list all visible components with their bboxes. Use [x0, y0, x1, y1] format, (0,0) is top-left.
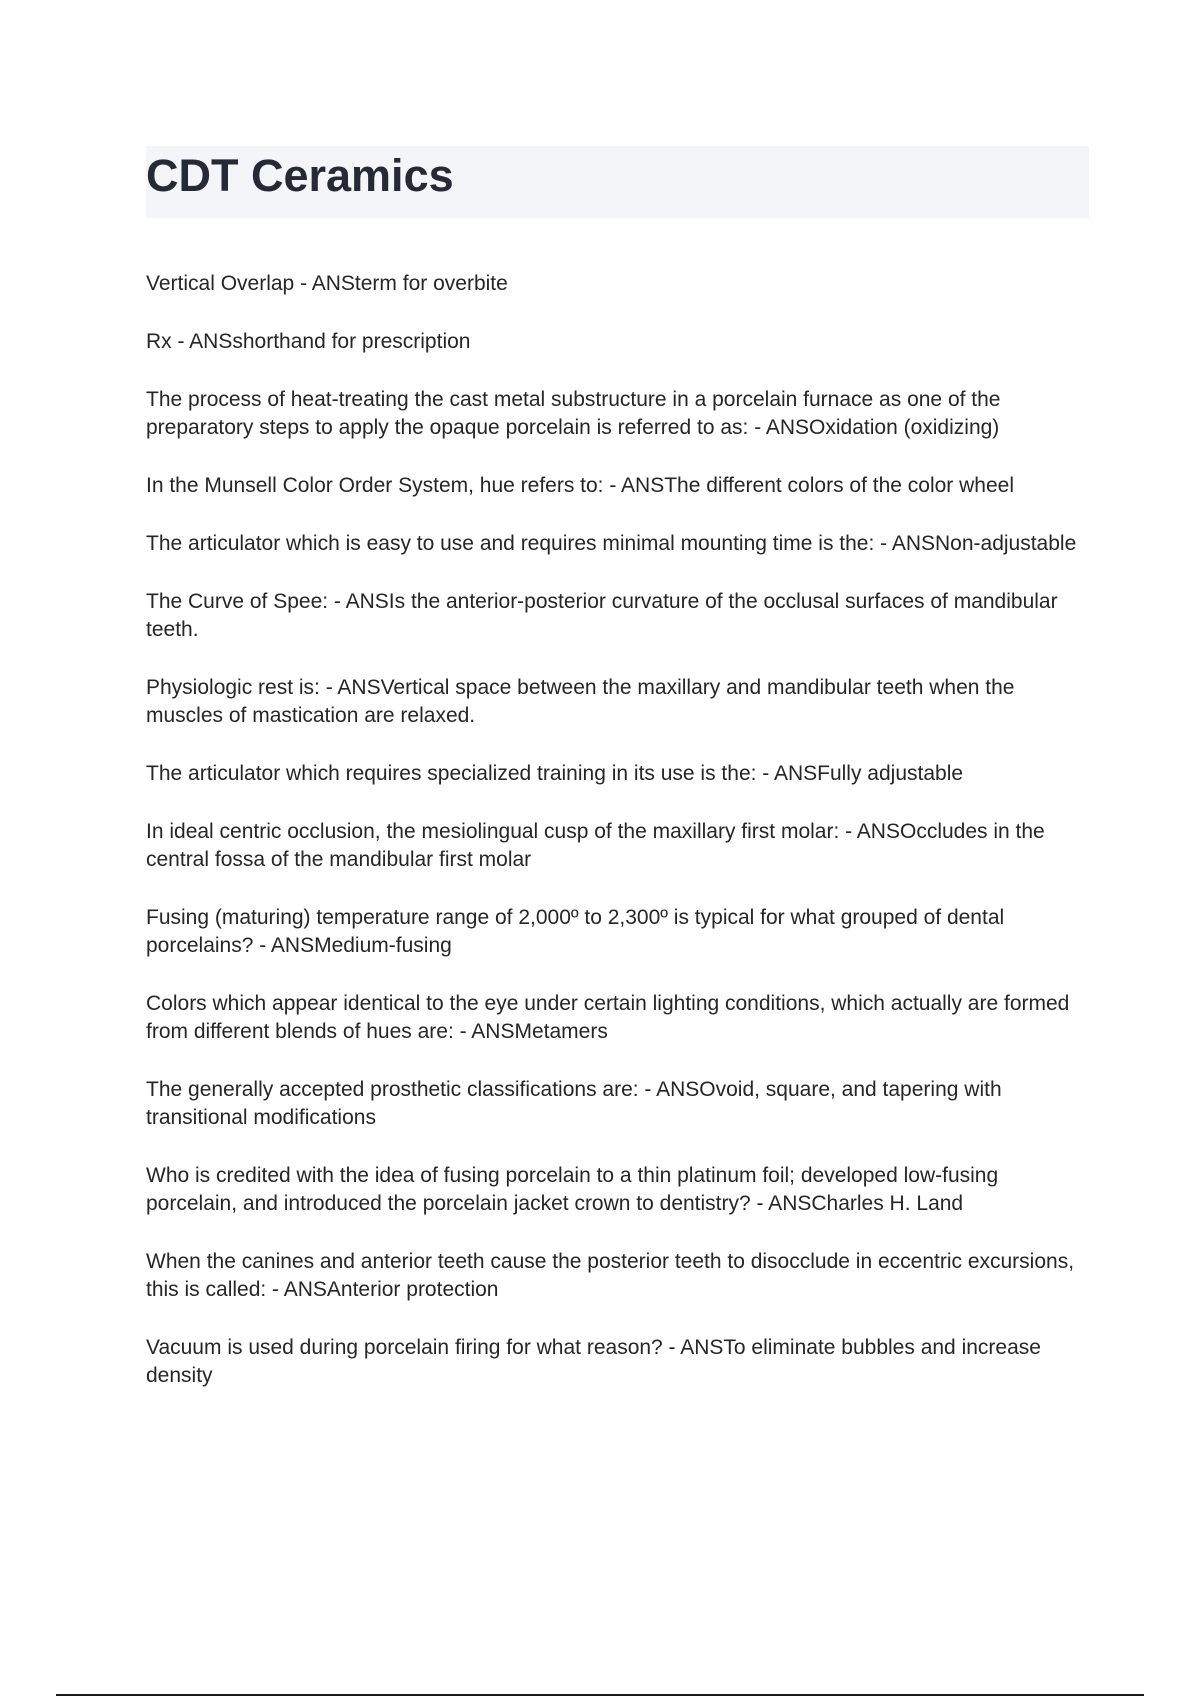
qa-item: Vacuum is used during porcelain firing for what reason? - ANSTo eliminate bubbles and increase density: [146, 1336, 1041, 1387]
qa-item: Colors which appear identical to the eye under certain lighting conditions, which actually are formed from different blends of hues are: - ANSMetamers: [146, 992, 1070, 1043]
qa-item: The generally accepted prosthetic classifications are: - ANSOvoid, square, and tapering with transitional modifications: [146, 1078, 1002, 1129]
qa-item: The process of heat-treating the cast metal substructure in a porcelain furnace as one of the preparatory steps to apply the opaque porcelain is referred to as: - ANSOxidation (oxidizing): [146, 388, 1001, 439]
page-title: CDT Ceramics: [146, 150, 454, 201]
qa-item: In ideal centric occlusion, the mesiolingual cusp of the maxillary first molar: - ANSOccludes in the central fossa of the mandibular first molar: [146, 820, 1045, 871]
qa-item: In the Munsell Color Order System, hue refers to: - ANSThe different colors of the color wheel: [146, 474, 1015, 497]
title-banner: [146, 146, 1089, 218]
qa-item: Who is credited with the idea of fusing porcelain to a thin platinum foil; developed low-fusing porcelain, and introduced the porcelain jacket crown to dentistry? - ANSCharles H. Land: [146, 1164, 999, 1215]
footer-divider: [56, 1694, 1144, 1696]
qa-item: The Curve of Spee: - ANSIs the anterior-posterior curvature of the occlusal surfaces of mandibular teeth.: [146, 590, 1058, 641]
qa-list: [146, 270, 1086, 1420]
qa-item: The articulator which is easy to use and requires minimal mounting time is the: - ANSNon-adjustable: [146, 532, 1077, 555]
qa-item: When the canines and anterior teeth cause the posterior teeth to disocclude in eccentric excursions, this is called: - ANSAnterior protection: [146, 1250, 1075, 1301]
qa-item: The articulator which requires specialized training in its use is the: - ANSFully adjustable: [146, 762, 964, 785]
qa-item: Vertical Overlap - ANSterm for overbite: [146, 272, 508, 295]
qa-item: Physiologic rest is: - ANSVertical space between the maxillary and mandibular teeth when the muscles of mastication are relaxed.: [146, 676, 1015, 727]
qa-item: Rx - ANSshorthand for prescription: [146, 330, 471, 353]
qa-item: Fusing (maturing) temperature range of 2,000º to 2,300º is typical for what grouped of dental porcelains? - ANSMedium-fusing: [146, 906, 1005, 957]
